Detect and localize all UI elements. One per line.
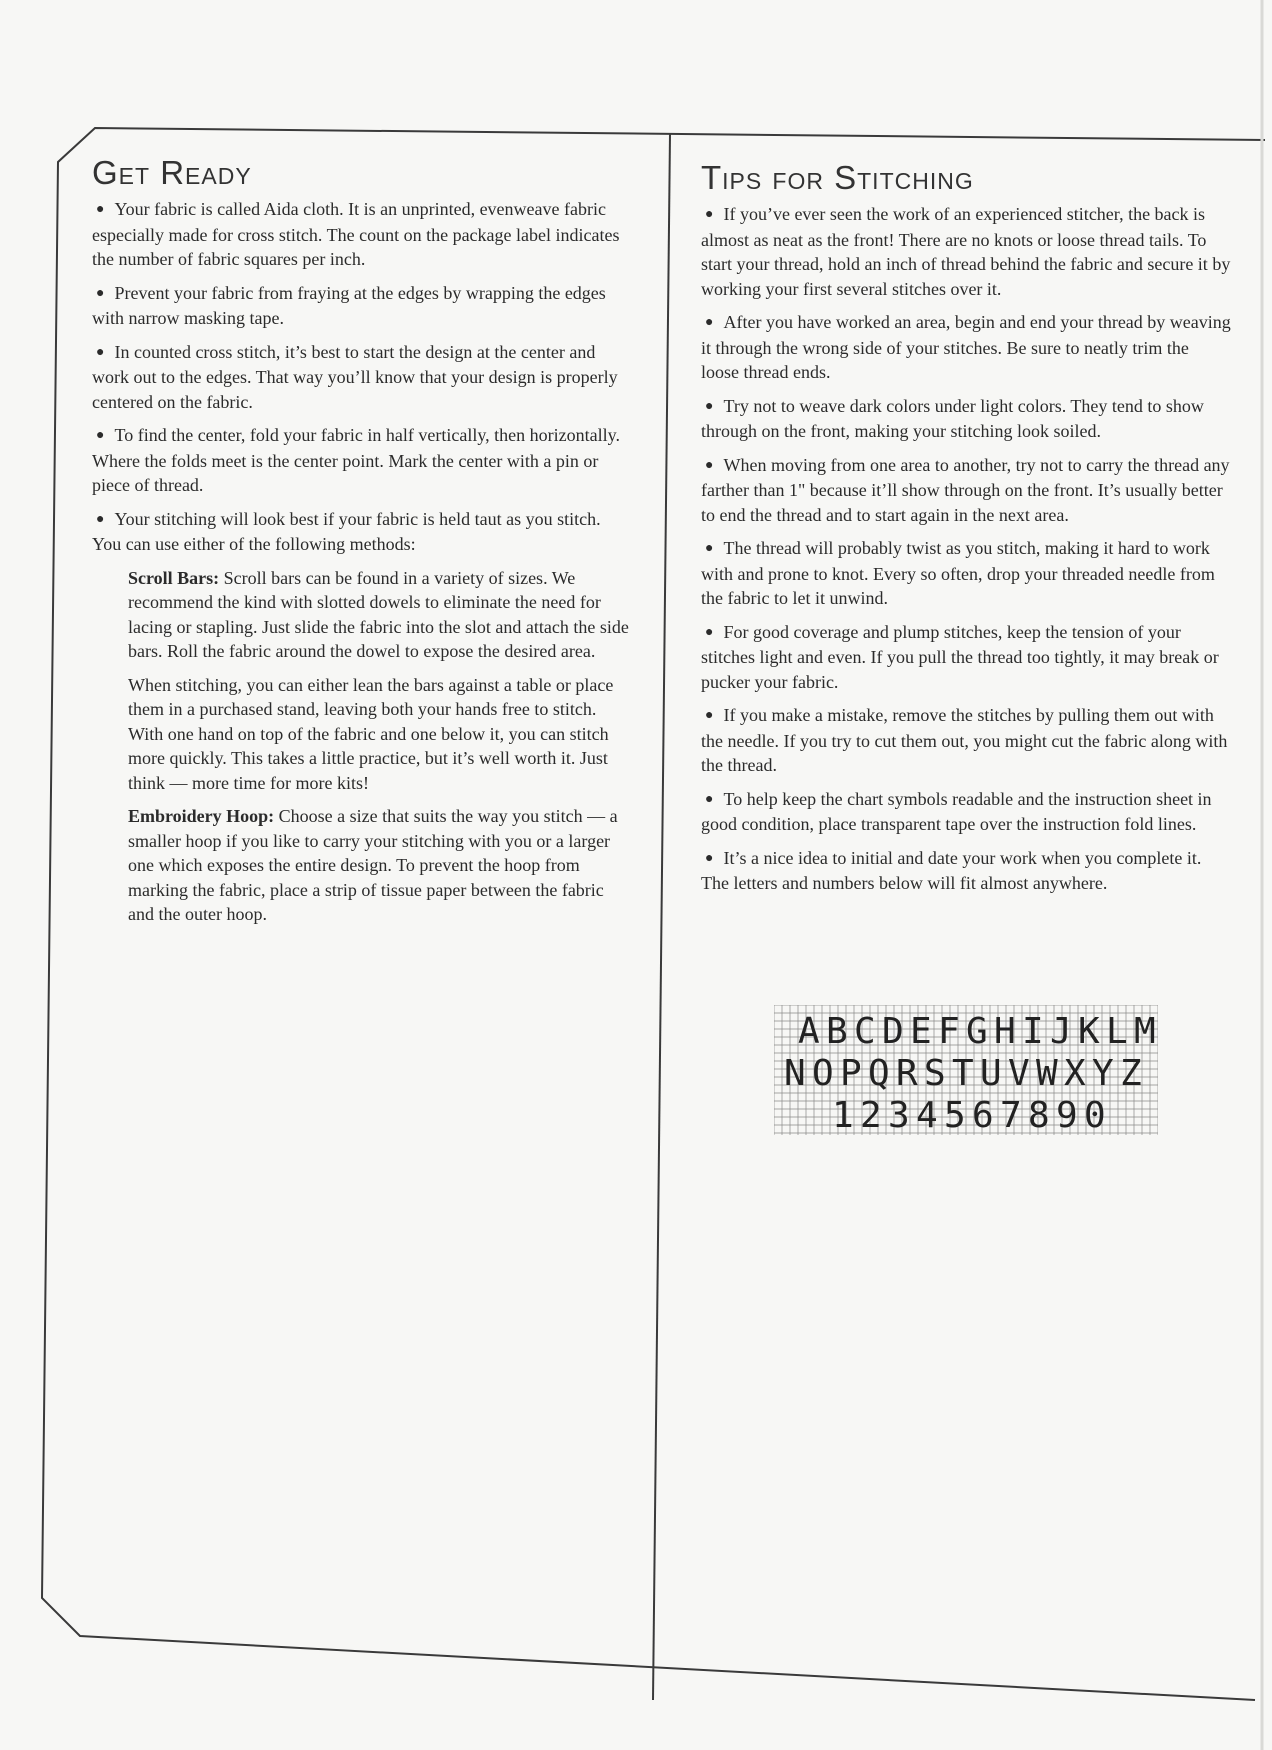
list-item-text: To find the center, fold your fabric in half vertically, then horizontally. Where the folds meet is the center point. Mark the center with a pin or piece of thread. <box>92 425 620 495</box>
alphabet-chart <box>774 1005 1158 1135</box>
bullet-icon: ● <box>705 315 714 330</box>
chart-glyph: 2 <box>860 1095 882 1135</box>
chart-glyph: W <box>1036 1053 1058 1094</box>
embroidery-hoop-paragraph <box>128 804 632 927</box>
bullet-icon: ● <box>705 398 714 414</box>
chart-glyph: D <box>882 1011 904 1052</box>
chart-glyph: X <box>1064 1053 1086 1094</box>
chart-glyph: S <box>924 1053 946 1094</box>
scroll-bars-label: Scroll Bars: <box>128 567 220 588</box>
chart-glyph: I <box>1022 1011 1044 1052</box>
chart-glyph: Q <box>868 1053 890 1094</box>
chart-glyph: G <box>966 1011 988 1052</box>
chart-glyph: 7 <box>1000 1095 1022 1135</box>
list-item <box>701 202 1231 301</box>
chart-glyph: N <box>784 1053 806 1094</box>
chart-glyph: 9 <box>1056 1095 1078 1135</box>
list-item <box>701 787 1231 837</box>
chart-glyph: V <box>1008 1053 1030 1094</box>
chart-glyph: 0 <box>1084 1095 1106 1135</box>
get-ready-title: Get Ready <box>92 154 252 191</box>
chart-glyph: U <box>980 1053 1002 1094</box>
chart-glyph: P <box>840 1053 862 1094</box>
chart-glyph: C <box>854 1011 876 1052</box>
list-item <box>92 507 632 557</box>
list-item-text: After you have worked an area, begin and end your thread by weaving it through the wrong side of your stitches. Be sure to neatly trim the loose thread ends. <box>701 312 1231 382</box>
bullet-icon: ● <box>96 344 105 360</box>
list-item-text: Try not to weave dark colors under light colors. They tend to show through on the front, making your stitching look soiled. <box>701 395 1204 441</box>
list-item-text: When moving from one area to another, try not to carry the thread any farther than 1" because it’ll show through on the front. It’s usually better to end the thread and to start again in the next area. <box>701 454 1230 525</box>
chart-glyph: 1 <box>832 1095 854 1135</box>
list-item-text: For good coverage and plump stitches, keep the tension of your stitches light and even. If you pull the thread too tightly, it may break or pucker your fabric. <box>701 621 1219 692</box>
chart-glyph: 6 <box>972 1095 994 1135</box>
list-item-text: Your fabric is called Aida cloth. It is an unprinted, evenweave fabric especially made for cross stitch. The count on the package label indicates the number of fabric squares per inch. <box>92 199 620 269</box>
list-item-text: In counted cross stitch, it’s best to start the design at the center and work out to the edges. That way you’ll know that your design is properly centered on the fabric. <box>92 341 618 412</box>
list-item-text: It’s a nice idea to initial and date your work when you complete it. The letters and numbers below will fit almost anywhere. <box>701 847 1202 893</box>
chart-glyph: J <box>1050 1011 1072 1052</box>
chart-glyph: H <box>994 1011 1016 1052</box>
chart-glyph: 5 <box>944 1095 966 1135</box>
list-item <box>701 453 1231 528</box>
bullet-icon: ● <box>705 791 714 807</box>
list-item <box>92 340 632 415</box>
chart-glyph: Z <box>1120 1053 1142 1094</box>
list-item <box>92 197 632 272</box>
bullet-icon: ● <box>705 541 714 556</box>
list-item <box>701 620 1231 695</box>
chart-glyph: M <box>1134 1011 1156 1052</box>
list-item-text: The thread will probably twist as you stitch, making it hard to work with and prone to knot. Every so often, drop your threaded needle from the fabric to let it unwind. <box>701 538 1215 608</box>
chart-glyph: 3 <box>888 1095 910 1135</box>
scroll-bars-paragraph-2: When stitching, you can either lean the bars against a table or place them in a purchased stand, leaving both your hands free to stitch. With one hand on top of the fabric and one below it, you can stitch more quickly. This takes a little practice, but it’s well worth it. Just think — more time for more kits! <box>128 674 614 793</box>
list-item <box>701 703 1231 778</box>
chart-glyph: 8 <box>1028 1095 1050 1135</box>
bullet-icon: ● <box>705 624 714 640</box>
list-item <box>701 536 1231 611</box>
bullet-icon: ● <box>705 850 714 866</box>
list-item <box>92 423 632 498</box>
list-item-text: Your stitching will look best if your fabric is held taut as you stitch. You can use either of the following methods: <box>92 508 601 554</box>
chart-glyph: O <box>812 1053 834 1094</box>
list-item-text: If you make a mistake, remove the stitches by pulling them out with the needle. If you try to cut them out, you might cut the fabric along with the thread. <box>701 705 1228 775</box>
bullet-icon: ● <box>96 511 105 527</box>
list-item <box>701 310 1231 385</box>
chart-glyph: K <box>1078 1011 1100 1052</box>
tips-title: Tips for Stitching <box>701 159 974 196</box>
bullet-icon: ● <box>96 202 105 217</box>
embroidery-hoop-text: Choose a size that suits the way you stitch — a smaller hoop if you like to carry your stitching with you or a larger one which exposes the entire design. To prevent the hoop from marking the fabric, place a strip of tissue paper between the fabric and the outer hoop. <box>128 806 618 924</box>
chart-glyph: R <box>896 1053 918 1094</box>
chart-glyph: A <box>798 1011 820 1052</box>
bullet-icon: ● <box>705 457 714 473</box>
chart-glyph: 4 <box>916 1095 938 1135</box>
embroidery-hoop-label: Embroidery Hoop: <box>128 806 275 826</box>
list-item-text: To help keep the chart symbols readable and the instruction sheet in good condition, place transparent tape over the instruction fold lines. <box>701 788 1212 834</box>
list-item-text: Prevent your fabric from fraying at the edges by wrapping the edges with narrow masking tape. <box>92 282 606 328</box>
chart-glyph: T <box>952 1053 974 1094</box>
scroll-bars-paragraph <box>128 566 632 664</box>
bullet-icon: ● <box>96 428 105 443</box>
tips-section <box>701 160 1231 905</box>
alphabet-grid <box>774 1005 1158 1135</box>
bullet-icon: ● <box>96 285 105 301</box>
scroll-bars-text: Scroll bars can be found in a variety of sizes. We recommend the kind with slotted dowels to eliminate the need for lacing or stapling. Just slide the fabric into the slot and attach the side bars. Roll the fabric around the dowel to expose the desired area. <box>128 567 629 661</box>
chart-glyph: Y <box>1092 1053 1114 1094</box>
list-item-text: If you’ve ever seen the work of an experienced stitcher, the back is almost as neat as the front! There are no knots or loose thread tails. To start your thread, hold an inch of thread behind the fabric and secure it by working your first several stitches over it. <box>701 204 1231 299</box>
chart-glyph: E <box>910 1011 932 1052</box>
list-item <box>92 281 632 331</box>
chart-glyph: L <box>1106 1011 1128 1052</box>
list-item <box>701 846 1231 896</box>
list-item <box>701 394 1231 444</box>
chart-glyph: B <box>826 1011 848 1052</box>
chart-glyph: F <box>938 1011 960 1052</box>
bullet-icon: ● <box>705 207 714 222</box>
get-ready-section <box>92 155 632 936</box>
bullet-icon: ● <box>705 708 714 723</box>
